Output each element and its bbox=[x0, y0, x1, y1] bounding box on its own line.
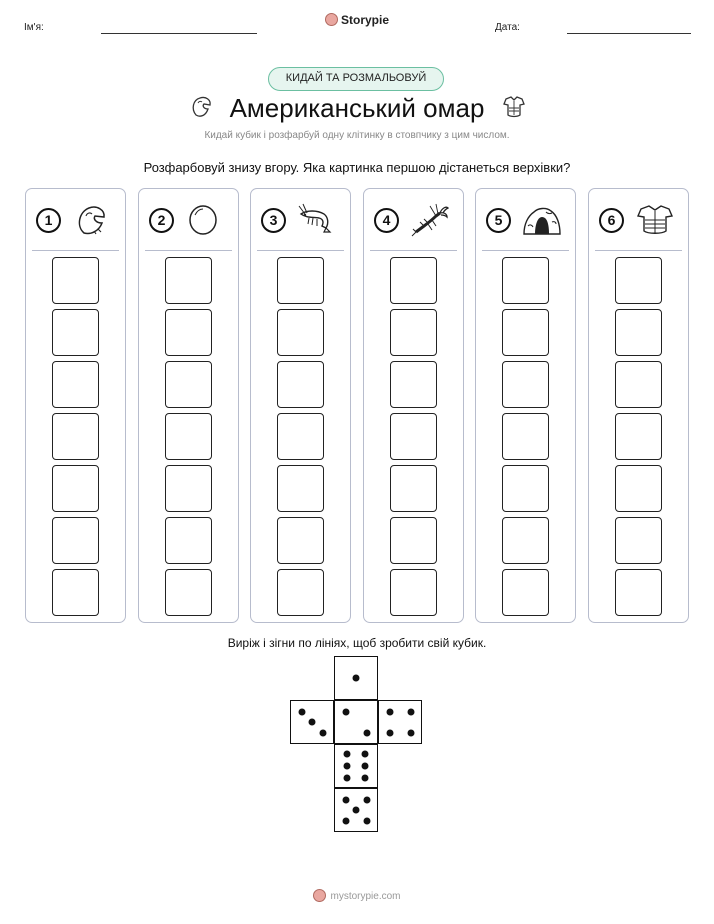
footer-url[interactable]: mystorypie.com bbox=[330, 891, 401, 902]
column-header bbox=[589, 189, 688, 251]
color-cell[interactable] bbox=[277, 309, 324, 356]
color-cell[interactable] bbox=[277, 465, 324, 512]
dice-pip bbox=[386, 729, 393, 736]
dice-face bbox=[334, 700, 378, 744]
dice-pip bbox=[363, 817, 370, 824]
lobster-icon bbox=[410, 202, 450, 238]
dice-face bbox=[334, 656, 378, 700]
color-cell[interactable] bbox=[502, 257, 549, 304]
color-cell[interactable] bbox=[502, 569, 549, 616]
dice-face bbox=[378, 700, 422, 744]
dice-pip bbox=[319, 729, 326, 736]
brand-name: Storypie bbox=[340, 13, 389, 27]
dice-pip bbox=[407, 708, 414, 715]
column-header bbox=[251, 189, 350, 251]
footer bbox=[0, 889, 714, 902]
color-cell[interactable] bbox=[52, 517, 99, 564]
color-cell[interactable] bbox=[615, 413, 662, 460]
storypie-logo-icon bbox=[325, 13, 338, 26]
name-label: Ім'я: bbox=[24, 22, 44, 33]
instruction: Розфарбовуй знизу вгору. Яка картинка першою дістанеться верхівки? bbox=[143, 160, 571, 175]
column-divider bbox=[32, 250, 119, 251]
color-cell[interactable] bbox=[615, 465, 662, 512]
color-cell[interactable] bbox=[390, 465, 437, 512]
dice-pip bbox=[342, 817, 349, 824]
shrimp-icon bbox=[297, 202, 337, 238]
color-cell[interactable] bbox=[390, 413, 437, 460]
color-cell[interactable] bbox=[615, 309, 662, 356]
dice-pip bbox=[407, 729, 414, 736]
color-cell[interactable] bbox=[165, 309, 212, 356]
color-cell[interactable] bbox=[277, 257, 324, 304]
color-cell[interactable] bbox=[502, 361, 549, 408]
color-cell[interactable] bbox=[615, 257, 662, 304]
color-cell[interactable] bbox=[52, 257, 99, 304]
color-cell[interactable] bbox=[390, 569, 437, 616]
dice-pip bbox=[362, 751, 369, 758]
color-cell[interactable] bbox=[52, 465, 99, 512]
column-divider bbox=[595, 250, 682, 251]
dice-pip bbox=[343, 751, 350, 758]
dice-face bbox=[334, 788, 378, 832]
dice-pip bbox=[309, 719, 316, 726]
column-header bbox=[26, 189, 125, 251]
dice-pip bbox=[342, 796, 349, 803]
color-cell[interactable] bbox=[165, 569, 212, 616]
race-column-2 bbox=[138, 188, 239, 623]
column-number: 3 bbox=[261, 208, 286, 233]
color-cell[interactable] bbox=[277, 569, 324, 616]
color-cell[interactable] bbox=[277, 413, 324, 460]
race-column-1 bbox=[25, 188, 126, 623]
dice-pip bbox=[298, 708, 305, 715]
activity-tag: КИДАЙ ТА РОЗМАЛЬОВУЙ bbox=[268, 67, 444, 91]
dice-pip bbox=[342, 708, 349, 715]
subtitle: Кидай кубик і розфарбуй одну клітинку в стовпчику з цим числом. bbox=[204, 130, 510, 141]
cut-instruction: Виріж і зігни по лініях, щоб зробити свій кубик. bbox=[227, 636, 487, 650]
dice-pip bbox=[363, 796, 370, 803]
armor-shell-icon bbox=[500, 93, 528, 121]
color-cell[interactable] bbox=[165, 465, 212, 512]
color-cell[interactable] bbox=[165, 413, 212, 460]
race-column-6 bbox=[588, 188, 689, 623]
column-divider bbox=[482, 250, 569, 251]
color-cell[interactable] bbox=[52, 569, 99, 616]
name-line[interactable] bbox=[101, 33, 257, 34]
color-cell[interactable] bbox=[390, 361, 437, 408]
color-cell[interactable] bbox=[165, 517, 212, 564]
rock-cave-icon bbox=[522, 202, 562, 238]
column-number: 5 bbox=[486, 208, 511, 233]
color-cell[interactable] bbox=[390, 517, 437, 564]
column-number: 2 bbox=[149, 208, 174, 233]
color-cell[interactable] bbox=[390, 257, 437, 304]
column-divider bbox=[145, 250, 232, 251]
color-cell[interactable] bbox=[52, 413, 99, 460]
race-column-5 bbox=[475, 188, 576, 623]
column-header bbox=[139, 189, 238, 251]
dice-pip bbox=[353, 807, 360, 814]
dice-pip bbox=[343, 774, 350, 781]
column-number: 1 bbox=[36, 208, 61, 233]
date-line[interactable] bbox=[567, 33, 691, 34]
dice-pip bbox=[343, 763, 350, 770]
color-cell[interactable] bbox=[52, 309, 99, 356]
egg-icon bbox=[185, 202, 225, 238]
color-cell[interactable] bbox=[615, 569, 662, 616]
color-cell[interactable] bbox=[52, 361, 99, 408]
date-label: Дата: bbox=[495, 22, 520, 33]
color-cell[interactable] bbox=[390, 309, 437, 356]
color-cell[interactable] bbox=[277, 517, 324, 564]
column-number: 6 bbox=[599, 208, 624, 233]
dice-pip bbox=[362, 774, 369, 781]
color-cell[interactable] bbox=[502, 413, 549, 460]
column-number: 4 bbox=[374, 208, 399, 233]
column-divider bbox=[257, 250, 344, 251]
race-column-3 bbox=[250, 188, 351, 623]
column-divider bbox=[370, 250, 457, 251]
dice-face bbox=[290, 700, 334, 744]
armor-shell-icon bbox=[635, 202, 675, 238]
color-cell[interactable] bbox=[277, 361, 324, 408]
column-header bbox=[364, 189, 463, 251]
dice-pip bbox=[353, 675, 360, 682]
storypie-logo-icon bbox=[313, 889, 326, 902]
dice-pip bbox=[362, 763, 369, 770]
color-cell[interactable] bbox=[165, 361, 212, 408]
race-column-4 bbox=[363, 188, 464, 623]
column-header bbox=[476, 189, 575, 251]
dice-face bbox=[334, 744, 378, 788]
color-cell[interactable] bbox=[502, 517, 549, 564]
brand-logo bbox=[0, 13, 714, 27]
dice-pip bbox=[386, 708, 393, 715]
dice-pip bbox=[363, 729, 370, 736]
lobster-claw-icon bbox=[72, 202, 112, 238]
color-cell[interactable] bbox=[502, 309, 549, 356]
color-cell[interactable] bbox=[165, 257, 212, 304]
color-cell[interactable] bbox=[615, 517, 662, 564]
page-title: Американський омар bbox=[229, 93, 485, 123]
color-cell[interactable] bbox=[502, 465, 549, 512]
color-cell[interactable] bbox=[615, 361, 662, 408]
